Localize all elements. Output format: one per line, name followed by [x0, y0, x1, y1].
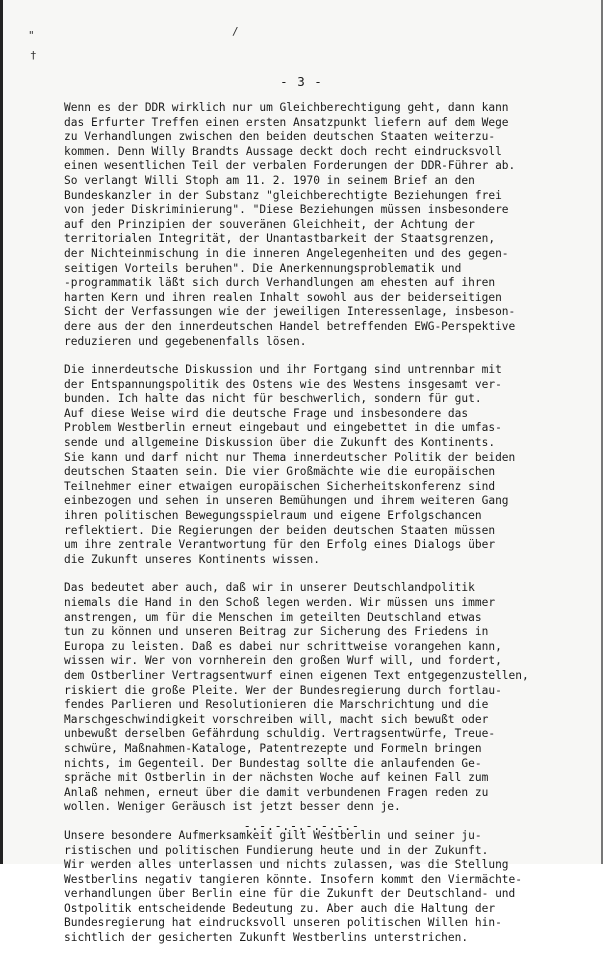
paragraph: Das bedeutet aber auch, daß wir in unserer Deutschlandpolitik niemals die Hand in den Schoß legen werden. Wir müssen uns immer anstrengen, um für die Menschen im geteilten Deutschland etwas tun zu können und unseren Beitrag zur Sicherung des Friedens in Europa zu leisten. Daß es dabei nur schrittweise vorangehen kann, wissen wir. Wer von vornherein den großen Wurf will, und fordert, dem Ostberliner Vertragsentwurf einen eigenen Text entgegenzustellen, riskiert die große Pleite. Wer der Bundesregierung durch fortlau- fendes Parlieren und Resolutionieren die Marschrichtung und die Marschgeschwindigkeit vorschreiben will, macht sich bewußt oder unbewußt derselben Gefährdung schuldig. Vertragsentwürfe, Treue- schwüre, Maßnahmen-Kataloge, Patentrezepte und Formeln bringen nichts, im Gegenteil. Der Bundestag sollte die anlaufenden Ge- spräche mit Ostberlin in der nächsten Woche auf keinen Fall zum Anlaß nehmen, erneut über die damit verbundenen Fragen reden zu wollen. Weniger Geräusch ist jetzt besser denn je. [64, 581, 529, 814]
page-number: - 3 - [280, 74, 323, 89]
paragraph: Die innerdeutsche Diskussion und ihr Fortgang sind untrennbar mit der Entspannungspolitik des Ostens wie des Westens insgesamt ver- bunden. Ich halte das nicht für beschwerlich, sondern für gut. Auf diese Weise wird die deutsche Frage und insbesondere das Problem Westberlin erneut eingebaut und eingebettet in die umfas- sende und allgemeine Diskussion über die Zukunft des Kontinents. Sie kann und darf nicht nur Thema innerdeutscher Politik der beiden deutschen Staaten sein. Die vier Großmächte wie die europäischen Teilnehmer einer etwaigen europäischen Sicherheitskonferenz sind einbezogen und sehen in unseren Bemühungen und ihrem weiteren Gang ihren politischen Bewegungsspielraum und eigene Erfolgschancen reflektiert. Die Regierungen der beiden deutschen Staaten müssen um ihre zentrale Verantwortung für den Erfolg eines Dialogs über die Zukunft unseres Kontinents wissen. [64, 363, 516, 566]
scan-mark: / [232, 25, 239, 38]
end-marker: -.-.-.-.-.-.-.- [243, 819, 360, 833]
scan-left-edge [0, 0, 3, 864]
scan-mark: † [30, 49, 37, 62]
paragraph: Wenn es der DDR wirklich nur um Gleichberechtigung geht, dann kann das Erfurter Treffen einen ersten Ansatzpunkt liefern auf dem Wege zu Verhandlungen zwischen den beiden deutschen Staaten weiterzu- kommen. Denn Willy Brandts Aussage deckt doch recht eindrucksvoll einen wesentlichen Teil der verbalen Forderungen der DDR-Führer ab. So verlangt Willi Stoph am 11. 2. 1970 in seinem Brief an den Bundeskanzler in der Substanz "gleichberechtigte Beziehungen frei von jeder Diskriminierung". "Diese Beziehungen müssen insbesondere auf den Prinzipien der souveränen Gleichheit, der Achtung der territorialen Integrität, der Unantastbarkeit der Staatsgrenzen, der Nichteinmischung in die inneren Angelegenheiten und des gegen- seitigen Vorteils beruhen". Die Anerkennungsproblematik und -programmatik läßt sich durch Verhandlungen am ehesten auf ihren harten Kern und ihren realen Inhalt sowohl aus der beiderseitigen Sicht der Verfassungen wie der jeweiligen Interessenlage, insbeson- dere aus der den innerdeutschen Handel betreffenden EWG-Perspektive reduzieren und gegebenenfalls lösen. [64, 101, 516, 348]
scan-mark: " [28, 29, 35, 42]
paragraph: Unsere besondere Aufmerksamkeit gilt Westberlin und seiner ju- ristischen und politischen Fundierung heute und in der Zukunft. Wir werden alles unterlassen und nichts zulassen, was die Stellung Westberlins negativ tangieren könnte. Insofern kommt den Viermächte- verhandlungen über Berlin eine für die Zukunft der Deutschland- und Ostpolitik entscheidende Bedeutung zu. Aber auch die Haltung der Bundesregierung hat eindrucksvoll unseren politischen Willen hin- sichtlich der gesicherten Zukunft Westberlins unterstrichen. [64, 828, 523, 945]
